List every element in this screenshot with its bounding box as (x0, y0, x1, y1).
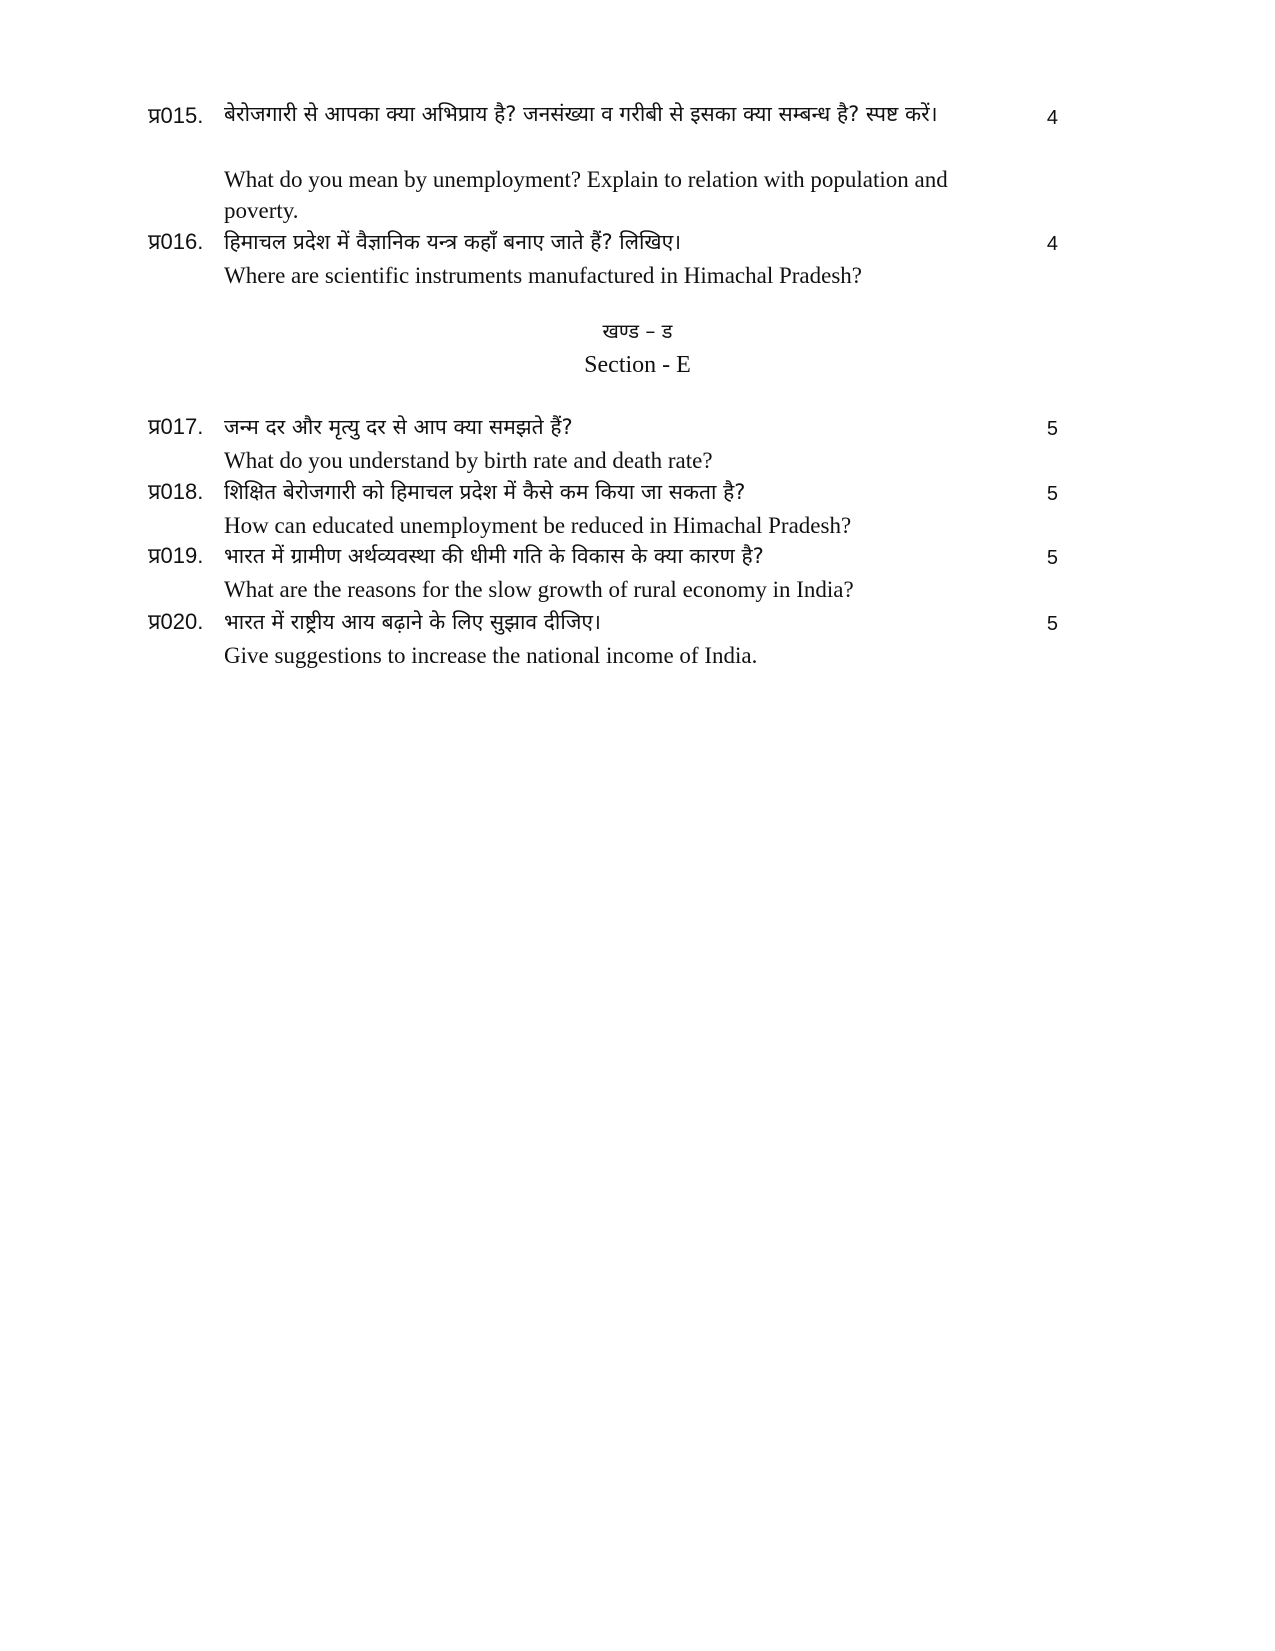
question-text-hindi: जन्म दर और मृत्यु दर से आप क्या समझते हैं? (224, 415, 573, 439)
section-title-hindi: खण्ड – ड (602, 319, 673, 343)
question-text-hindi: भारत में ग्रामीण अर्थव्यवस्था की धीमी गति के विकास के क्या कारण है? (224, 544, 764, 568)
question-20 (148, 604, 1058, 671)
question-text-english: Give suggestions to increase the national income of India. (224, 643, 758, 668)
question-number: प्र016. (148, 229, 204, 254)
question-text-english: What are the reasons for the slow growth of rural economy in India? (224, 577, 854, 602)
question-15 (148, 98, 1058, 226)
question-text-hindi: शिक्षित बेरोजगारी को हिमाचल प्रदेश में कैसे कम किया जा सकता है? (224, 480, 746, 504)
question-text-english: What do you mean by unemployment? Explain to relation with population and poverty. (224, 167, 948, 223)
question-marks: 4 (1046, 233, 1058, 255)
question-marks: 5 (1046, 547, 1058, 569)
section-title-english: Section - E (584, 352, 691, 378)
question-marks: 4 (1046, 107, 1058, 129)
section-heading (0, 314, 1275, 382)
question-17 (148, 409, 1058, 476)
question-marks: 5 (1046, 483, 1058, 505)
question-number: प्र020. (148, 609, 204, 634)
question-text-english: How can educated unemployment be reduced in Himachal Pradesh? (224, 513, 852, 538)
question-marks: 5 (1046, 418, 1058, 440)
question-19 (148, 538, 1058, 605)
question-18 (148, 474, 1058, 541)
question-text-english: Where are scientific instruments manufactured in Himachal Pradesh? (224, 263, 862, 288)
question-marks: 5 (1046, 613, 1058, 635)
question-text-hindi: बेरोजगारी से आपका क्या अभिप्राय है? जनसंख्या व गरीबी से इसका क्या सम्बन्ध है? स्पष्ट करें। (224, 102, 938, 126)
question-number: प्र017. (148, 414, 204, 439)
question-number: प्र018. (148, 479, 204, 504)
question-number: प्र015. (148, 103, 204, 128)
question-text-english: What do you understand by birth rate and death rate? (224, 448, 713, 473)
question-16 (148, 224, 1058, 291)
question-text-hindi: भारत में राष्ट्रीय आय बढ़ाने के लिए सुझाव दीजिए। (224, 610, 601, 634)
question-number: प्र019. (148, 543, 204, 568)
question-text-hindi: हिमाचल प्रदेश में वैज्ञानिक यन्त्र कहाँ बनाए जाते हैं? लिखिए। (224, 230, 682, 254)
